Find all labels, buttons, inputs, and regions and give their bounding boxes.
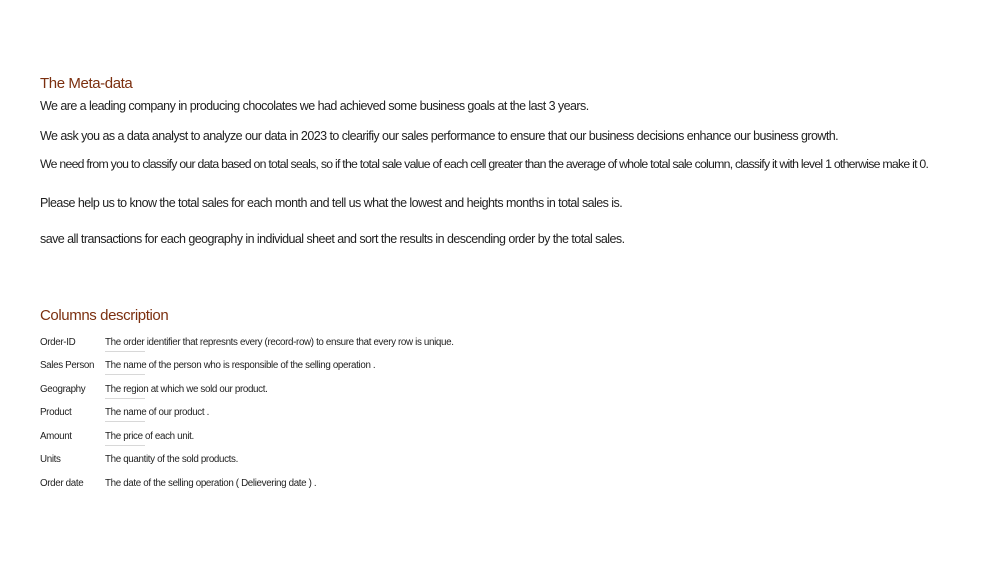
divider bbox=[105, 421, 145, 422]
metadata-paragraph-5: save all transactions for each geography in individual sheet and sort the results in descending order by the total sales. bbox=[40, 232, 625, 246]
column-description: The name of our product . bbox=[105, 407, 209, 418]
metadata-paragraph-4: Please help us to know the total sales for each month and tell us what the lowest and heights months in total sales is. bbox=[40, 196, 623, 210]
divider bbox=[105, 374, 145, 375]
column-description: The region at which we sold our product. bbox=[105, 384, 268, 395]
metadata-paragraph-1: We are a leading company in producing chocolates we had achieved some business goals at the last 3 years. bbox=[40, 99, 589, 113]
column-name: Order date bbox=[40, 478, 84, 489]
column-name: Product bbox=[40, 407, 72, 418]
column-row-amount bbox=[40, 431, 500, 449]
columns-heading: Columns description bbox=[40, 307, 169, 324]
divider bbox=[105, 351, 145, 352]
column-description: The price of each unit. bbox=[105, 431, 194, 442]
metadata-paragraph-3: We need from you to classify our data based on total seals, so if the total sale value of each cell greater than the average of whole total sale column, classify it with level 1 otherwise make it 0. bbox=[40, 157, 929, 171]
divider bbox=[105, 398, 145, 399]
column-description: The order identifier that represnts every (record-row) to ensure that every row is unique. bbox=[105, 337, 454, 348]
column-name: Order-ID bbox=[40, 337, 76, 348]
metadata-paragraph-2: We ask you as a data analyst to analyze our data in 2023 to clearifiy our sales performance to ensure that our business decisions enhance our business growth. bbox=[40, 129, 839, 143]
column-row-order-id bbox=[40, 337, 500, 355]
metadata-heading: The Meta-data bbox=[40, 75, 133, 92]
column-row-order-date bbox=[40, 478, 500, 496]
column-name: Geography bbox=[40, 384, 86, 395]
divider bbox=[105, 445, 145, 446]
column-description: The name of the person who is responsible of the selling operation . bbox=[105, 360, 376, 371]
column-row-geography bbox=[40, 384, 500, 402]
column-description: The quantity of the sold products. bbox=[105, 454, 238, 465]
column-name: Sales Person bbox=[40, 360, 95, 371]
column-row-units bbox=[40, 454, 500, 472]
column-row-sales-person bbox=[40, 360, 500, 378]
column-name: Amount bbox=[40, 431, 72, 442]
column-name: Units bbox=[40, 454, 61, 465]
column-description: The date of the selling operation ( Delievering date ) . bbox=[105, 478, 317, 489]
column-row-product bbox=[40, 407, 500, 425]
